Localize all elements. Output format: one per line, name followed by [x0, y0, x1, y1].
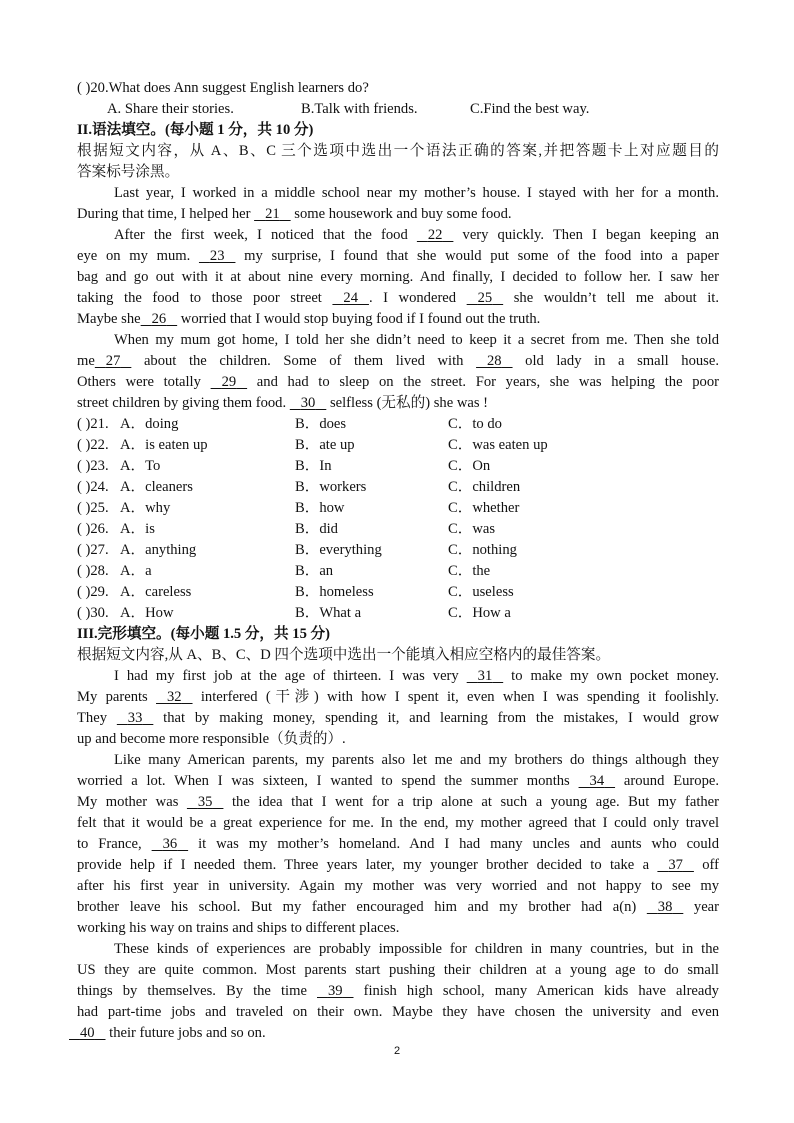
- section3-instructions: 根据短文内容,从 A、B、C、D 四个选项中选出一个能填入相应空格内的最佳答案。: [77, 647, 611, 663]
- passage2-line: working his way on trains and ships to different places.: [77, 920, 400, 936]
- option-a[interactable]: A．anything: [120, 542, 197, 558]
- option-a[interactable]: A．is: [120, 521, 155, 537]
- option-a[interactable]: A．To: [120, 458, 161, 474]
- blank-25: 25: [477, 290, 493, 306]
- question-number: ( )22.: [77, 437, 109, 453]
- option-c[interactable]: C．was: [448, 521, 496, 537]
- passage2-line: had part-time jobs and traveled on their own. Maybe they have chosen the university and even: [77, 1004, 719, 1020]
- option-row: [77, 582, 719, 603]
- option-c[interactable]: C．to do: [448, 416, 502, 432]
- option-row: [77, 519, 719, 540]
- option-c[interactable]: C．children: [448, 479, 521, 495]
- passage2-line: worried a lot. When I was sixteen, I wanted to spend the summer months 34 around Europe.: [77, 771, 719, 792]
- option-b[interactable]: B．an: [295, 563, 334, 579]
- passage2-line: My mother was 35 the idea that I went for a trip alone at such a young age. But my father: [77, 792, 719, 813]
- passage2-line: up and become more responsible（负责的）.: [77, 731, 346, 747]
- passage1-line: Others were totally 29 and had to sleep on the street. For years, she was helping the poor: [77, 372, 719, 393]
- page-number: 2: [393, 1045, 401, 1057]
- passage1-line: me 27 about the children. Some of them lived with 28 old lady in a small house.: [77, 351, 719, 372]
- passage2-line: provide help if I needed them. Three years later, my younger brother decided to take a 37 off: [77, 855, 719, 876]
- passage1-line: bag and go out with it at about nine every morning. And finally, I decided to follow her. I saw her: [77, 269, 719, 285]
- passage1-line: Maybe she 26 worried that I would stop buying food if I found out the truth.: [77, 309, 719, 330]
- blank-30: 30: [300, 395, 316, 411]
- option-row: [77, 603, 719, 624]
- question-number: ( )29.: [77, 584, 109, 600]
- passage2-line: I had my first job at the age of thirteen. I was very 31 to make my own pocket money.: [114, 666, 719, 687]
- blank-33: 33: [127, 710, 143, 726]
- section2-instructions-2: 答案标号涂黑。: [77, 164, 180, 180]
- passage2-line: brother leave his school. But my father encouraged him and my brother had a(n) 38 year: [77, 897, 719, 918]
- blank-37: 37: [668, 857, 683, 873]
- question-number: ( )23.: [77, 458, 109, 474]
- blank-21: 21: [265, 206, 280, 222]
- blank-32: 32: [166, 689, 182, 705]
- passage2-line: These kinds of experiences are probably impossible for children in many countries, but in the: [114, 941, 719, 957]
- passage1-line: Last year, I worked in a middle school near my mother’s house. I stayed with her for a month.: [114, 185, 719, 201]
- question-number: ( )30.: [77, 605, 109, 621]
- passage1-line: street children by giving them food. 30 selfless (无私的) she was !: [77, 393, 719, 414]
- passage2-line: things by themselves. By the time 39 finish high school, many American kids have already: [77, 981, 719, 1002]
- blank-26: 26: [151, 311, 167, 327]
- option-b[interactable]: B．homeless: [295, 584, 374, 600]
- option-b[interactable]: B．how: [295, 500, 345, 516]
- q20-option-a: A. Share their stories.: [107, 101, 234, 117]
- passage2-line: 40 their future jobs and so on.: [77, 1023, 719, 1044]
- option-row: [77, 477, 719, 498]
- option-c[interactable]: C．useless: [448, 584, 514, 600]
- option-a[interactable]: A．why: [120, 500, 171, 516]
- blank-39: 39: [327, 983, 343, 999]
- blank-31: 31: [477, 668, 493, 684]
- option-row: [77, 414, 719, 435]
- question-number: ( )21.: [77, 416, 109, 432]
- passage2-line: They 33 that by making money, spending it, and learning from the mistakes, I would grow: [77, 708, 719, 729]
- question-number: ( )24.: [77, 479, 109, 495]
- option-a[interactable]: A．cleaners: [120, 479, 193, 495]
- blank-28: 28: [487, 353, 502, 369]
- passage2-line: Like many American parents, my parents also let me and my brothers do things although they: [114, 752, 719, 768]
- section2-instructions-1: 根据短文内容，从 A、B、C 三个选项中选出一个语法正确的答案,并把答题卡上对应题目的: [77, 143, 719, 159]
- section2-title: II.语法填空。(每小题 1 分，共 10 分): [77, 122, 314, 138]
- option-c[interactable]: C．On: [448, 458, 491, 474]
- blank-22: 22: [427, 227, 443, 243]
- q20-option-c: C.Find the best way.: [470, 101, 590, 117]
- blank-38: 38: [657, 899, 673, 915]
- option-row: [77, 435, 719, 456]
- q20-stem: ( )20.What does Ann suggest English learners do?: [77, 80, 369, 96]
- option-c[interactable]: C．How a: [448, 605, 511, 621]
- passage2-line: US they are quite common. Most parents start pushing their children at a young age to do small: [77, 962, 719, 978]
- option-b[interactable]: B．everything: [295, 542, 382, 558]
- option-row: [77, 540, 719, 561]
- question-number: ( )27.: [77, 542, 109, 558]
- option-b[interactable]: B．In: [295, 458, 332, 474]
- passage1-line: taking the food to those poor street 24 . I wondered 25 she wouldn’t tell me about it.: [77, 288, 719, 309]
- blank-24: 24: [343, 290, 358, 306]
- option-c[interactable]: C．whether: [448, 500, 520, 516]
- passage2-line: My parents 32 interfered (干涉) with how I spent it, even when I was spending it foolishly.: [77, 687, 719, 708]
- question-number: ( )28.: [77, 563, 109, 579]
- passage2-line: after his first year in university. Again my mother was very worried and not happy to see my: [77, 878, 719, 894]
- option-b[interactable]: B．What a: [295, 605, 362, 621]
- option-a[interactable]: A．is eaten up: [120, 437, 208, 453]
- section3-title: III.完形填空。(每小题 1.5 分，共 15 分): [77, 626, 330, 642]
- option-b[interactable]: B．did: [295, 521, 338, 537]
- passage1-line: eye on my mum. 23 my surprise, I found that she would put some of the food into a paper: [77, 246, 719, 267]
- option-c[interactable]: C．was eaten up: [448, 437, 548, 453]
- question-number: ( )25.: [77, 500, 109, 516]
- option-c[interactable]: C．nothing: [448, 542, 517, 558]
- option-row: [77, 498, 719, 519]
- passage1-line: During that time, I helped her 21 some housework and buy some food.: [77, 204, 719, 225]
- blank-36: 36: [162, 836, 178, 852]
- option-a[interactable]: A．careless: [120, 584, 192, 600]
- option-c[interactable]: C．the: [448, 563, 491, 579]
- option-row: [77, 561, 719, 582]
- option-a[interactable]: A．How: [120, 605, 174, 621]
- passage2-line: to France, 36 it was my mother’s homeland. And I had many uncles and aunts who could: [77, 834, 719, 855]
- option-row: [77, 456, 719, 477]
- option-a[interactable]: A．doing: [120, 416, 179, 432]
- option-b[interactable]: B．workers: [295, 479, 367, 495]
- blank-29: 29: [221, 374, 237, 390]
- blank-35: 35: [197, 794, 213, 810]
- option-b[interactable]: B．does: [295, 416, 347, 432]
- blank-27: 27: [105, 353, 121, 369]
- q20-option-b: B.Talk with friends.: [301, 101, 418, 117]
- question-number: ( )26.: [77, 521, 109, 537]
- passage1-line: When my mum got home, I told her she didn’t need to keep it a secret from me. Then she told: [114, 332, 719, 348]
- option-a[interactable]: A．a: [120, 563, 152, 579]
- passage1-line: After the first week, I noticed that the food 22 very quickly. Then I began keeping an: [114, 225, 719, 246]
- blank-40: 40: [79, 1025, 95, 1041]
- blank-23: 23: [209, 248, 225, 264]
- blank-34: 34: [589, 773, 605, 789]
- passage2-line: felt that it would be a great experience for me. In the end, my mother agreed that I could only travel: [77, 815, 719, 831]
- option-b[interactable]: B．ate up: [295, 437, 355, 453]
